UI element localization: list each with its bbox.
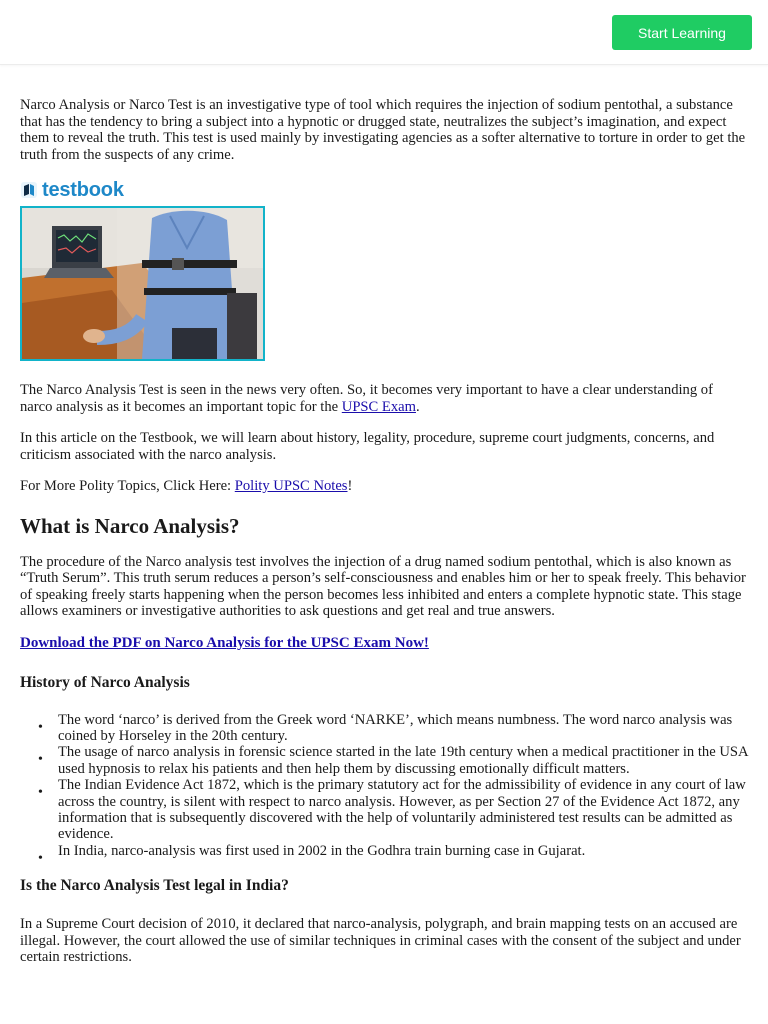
start-learning-button[interactable]: Start Learning [612, 15, 752, 50]
para4-text: For More Polity Topics, Click Here: [20, 478, 235, 494]
intro-paragraph-3: In this article on the Testbook, we will learn about history, legality, procedure, supreme court judgments, concerns, and criticism associated with the narco analysis. [20, 430, 715, 463]
para4-after: ! [347, 478, 353, 494]
list-item [38, 842, 748, 866]
list-item [38, 711, 748, 745]
list-item-text: The word ‘narco’ is derived from the Greek word ‘NARKE’, which means numbness. The word narco analysis was coined by Horseley in the 20th century. [58, 711, 733, 744]
history-list [20, 711, 748, 866]
list-item-text: The usage of narco analysis in forensic science started in the late 19th century when a medical practitioner in the USA used hypnosis to relax his patients and then help them by discussing emotionally difficult matters. [58, 744, 748, 777]
legal-heading: Is the Narco Analysis Test legal in India? [20, 877, 289, 895]
list-item-text: In India, narco-analysis was first used in 2002 in the Godhra train burning case in Gujarat. [58, 842, 586, 859]
history-heading: History of Narco Analysis [20, 673, 190, 691]
top-bar [0, 0, 768, 65]
list-item [38, 744, 748, 777]
upsc-exam-link[interactable]: UPSC Exam [341, 398, 416, 415]
para2-after: . [415, 398, 420, 415]
bullet: • [38, 719, 43, 735]
polity-upsc-notes-link[interactable]: Polity UPSC Notes [234, 478, 348, 494]
what-is-narco-heading: What is Narco Analysis? [20, 513, 240, 538]
intro-paragraph-2 [20, 382, 748, 415]
list-item-text: The Indian Evidence Act 1872, which is the primary statutory act for the admissibility of evidence in any court of law across the country, is silent with respect to narco analysis. However, as per Section 27 of the Evidence Act 1872, any information that is subsequently discovered with the help of voluntarily administered test results can be admitted as evidence. [58, 777, 746, 843]
what-is-narco-paragraph: The procedure of the Narco analysis test involves the injection of a drug named sodium pentothal, which is also known as “Truth Serum”. This truth serum reduces a person’s self-consciousness and enables him or her to speak freely. This behavior of speaking freely starts happening when the person becomes less inhibited and enters a complete hypnotic state. This stage allows examiners or investigative authorities to ask questions and get real and true answers. [20, 553, 746, 619]
download-pdf-link[interactable]: Download the PDF on Narco Analysis for the UPSC Exam Now! [20, 634, 429, 651]
narco-test-photo [20, 206, 265, 361]
legal-paragraph: In a Supreme Court decision of 2010, it declared that narco-analysis, polygraph, and brain mapping tests on an accused are illegal. However, the court allowed the use of similar techniques in criminal cases with the consent of the subject and under certain restrictions. [20, 916, 741, 966]
bullet: • [38, 752, 43, 768]
testbook-logo-icon [20, 181, 38, 199]
list-item [38, 777, 748, 843]
article-body [0, 65, 768, 966]
bullet: • [38, 785, 43, 801]
para2-text: The Narco Analysis Test is seen in the news very often. So, it becomes very important to have a clear understanding of narco analysis as it becomes an important topic for the [20, 382, 713, 415]
logo-text: testbook [42, 178, 124, 201]
intro-paragraph: Narco Analysis or Narco Test is an investigative type of tool which requires the injection of sodium pentothal, a substance that has the tendency to bring a subject into a hypnotic or drugged state, neutralizes the subject’s imagination, and expect them to reveal the truth. This test is used mainly by investigating agencies as a softer alternative to torture in order to get the truth from the suspects of any crime. [20, 97, 746, 163]
polity-topics-paragraph [20, 478, 748, 495]
bullet: • [38, 850, 43, 866]
testbook-logo [20, 178, 748, 202]
